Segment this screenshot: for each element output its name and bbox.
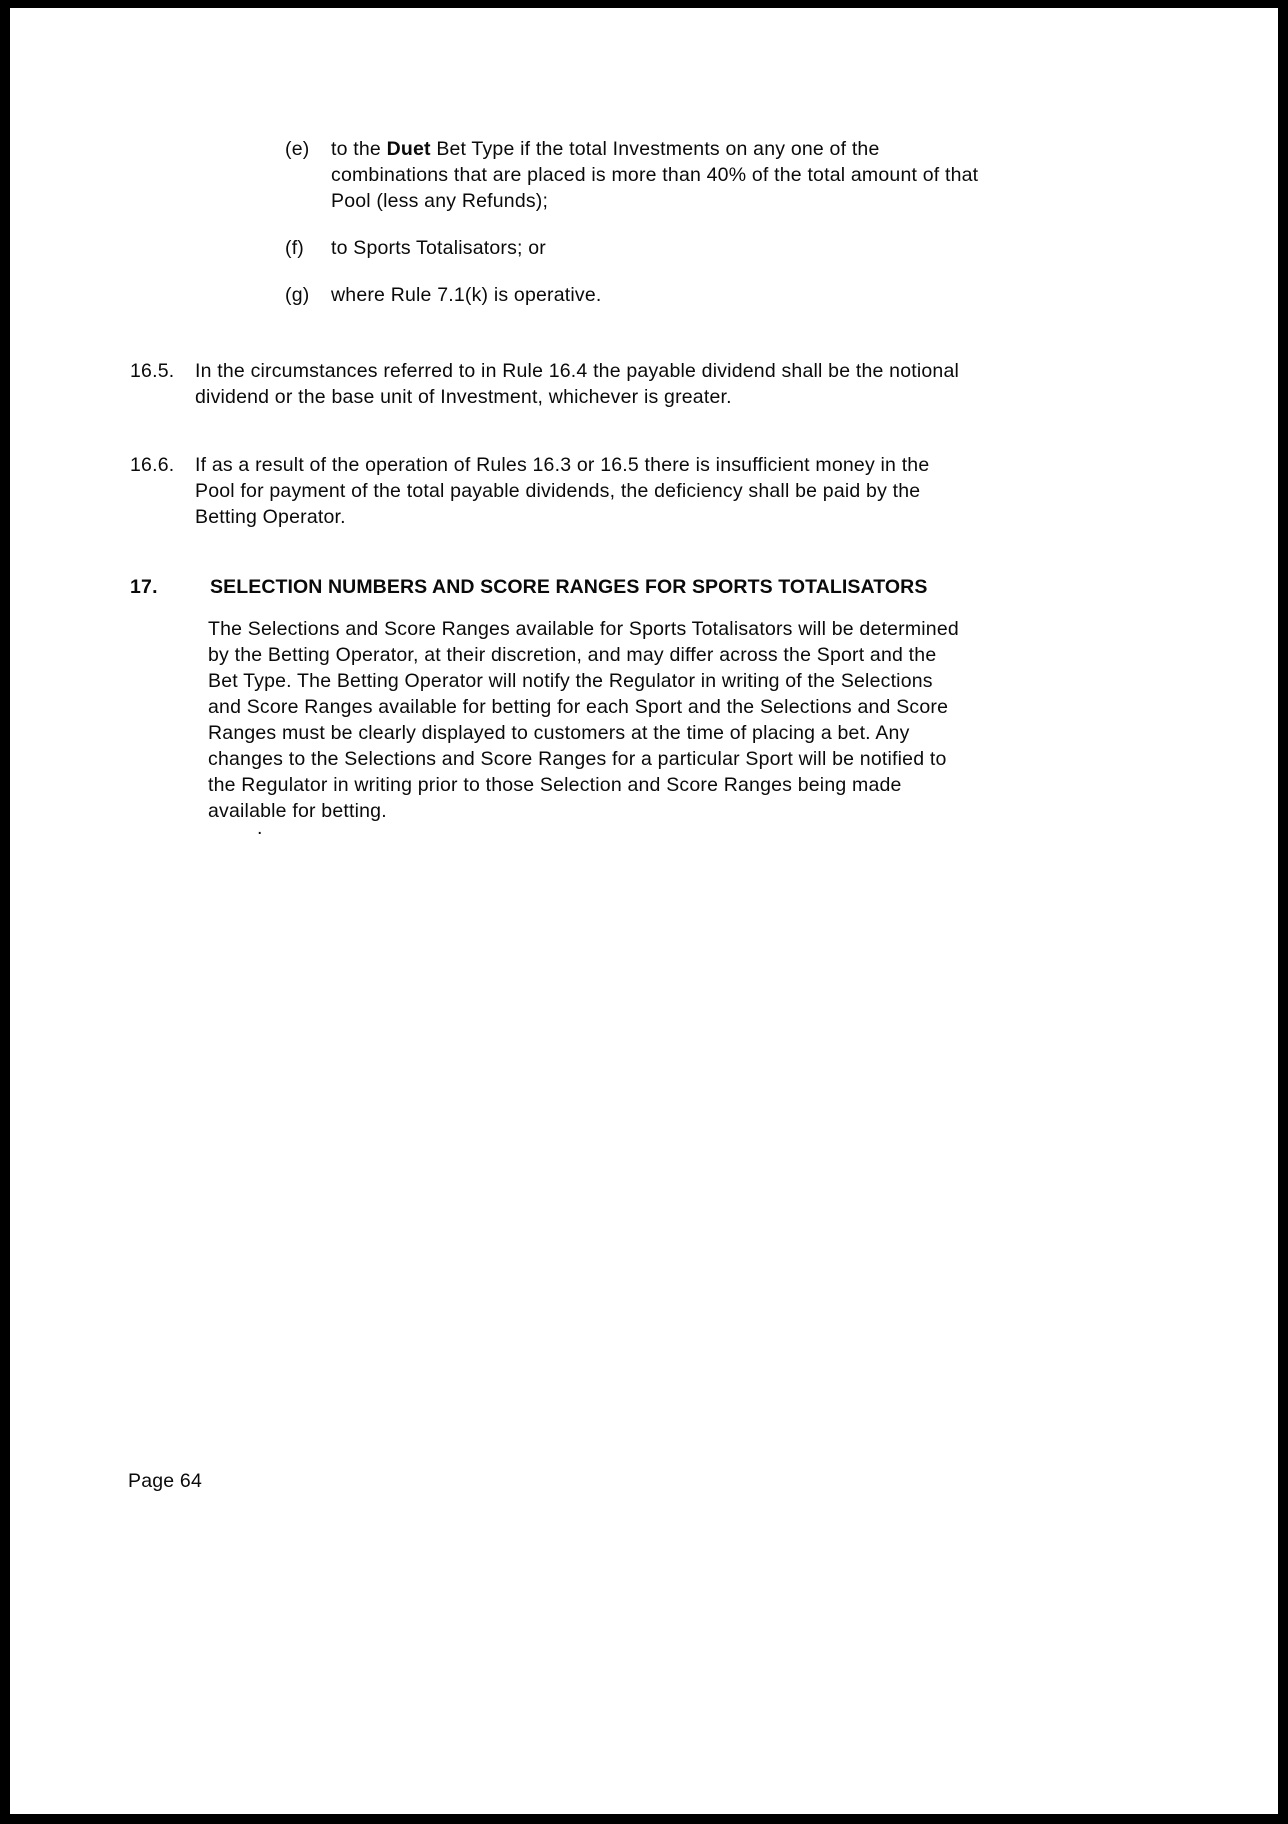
rule-16-6 [130,452,1000,530]
page-content-area [10,8,1278,1814]
rule-16-5-number: 16.5. [130,360,175,382]
subclause-text-e [331,136,985,214]
trailing-period-mark: . [257,817,263,839]
rule-16-6-text: If as a result of the operation of Rules 16.3 or 16.5 there is insufficient money in the Pool for payment of the total payable dividends, the deficiency shall be paid by the Betting Operator. [195,454,930,528]
subclause-item-g [285,282,985,308]
subclause-e-bold-term: Duet [386,138,431,160]
subclause-e-text-after-bold: Bet Type if the total Investments on any one of the combinations that are placed is more than 40% of the total amount of that Pool (less any Refunds); [331,138,979,212]
page-number-footer: Page 64 [128,1470,203,1492]
section-17-title: SELECTION NUMBERS AND SCORE RANGES FOR SPORTS TOTALISATORS [210,576,928,598]
section-17-number: 17. [130,576,158,598]
rule-16-5-text: In the circumstances referred to in Rule 16.4 the payable dividend shall be the notional dividend or the base unit of Investment, whichever is greater. [195,360,960,408]
subclause-marker-e: (e) [285,138,310,160]
section-17-paragraph: The Selections and Score Ranges available for Sports Totalisators will be determined by the Betting Operator, at their discretion, and may differ across the Sport and the Bet Type. The Betting Operator will notify the Regulator in writing of the Selections and Score Ranges available for betting for each Sport and the Selections and Score Ranges must be clearly displayed to customers at the time of placing a bet. Any changes to the Selections and Score Ranges for a particular Sport will be notified to the Regulator in writing prior to those Selection and Score Ranges being made available for betting. [208,618,959,822]
document-page [10,8,1278,1814]
rule-16-5 [130,358,1000,410]
subclause-list [285,136,985,308]
subclause-text-f: to Sports Totalisators; or [331,237,546,259]
subclause-marker-f: (f) [285,237,304,259]
rule-16-6-number: 16.6. [130,454,175,476]
section-17-heading [130,574,1010,600]
subclause-text-g: where Rule 7.1(k) is operative. [331,284,602,306]
subclause-marker-g: (g) [285,284,310,306]
subclause-item-e [285,136,985,214]
subclause-e-text-before-bold: to the [331,138,387,160]
subclause-item-f [285,235,985,261]
